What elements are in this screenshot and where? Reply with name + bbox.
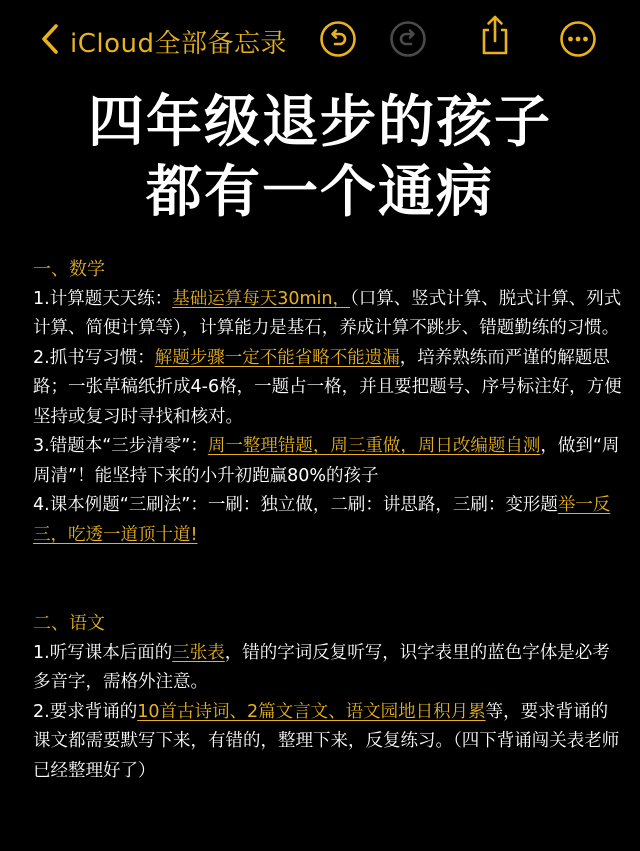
- math-item-1: [33, 285, 623, 344]
- title-line-1: 四年级退步的孩子: [88, 90, 552, 155]
- math-item-2-rest: ，培养熟练而严谨的解题思路；一张草稿纸折成4-6格，一题占一格，并且要把题号、序号标注好，方便坚持或复习时寻找和核对。: [33, 347, 622, 427]
- more-icon: [559, 20, 597, 62]
- chinese-item-1-text: 1.听写课本后面的: [33, 642, 173, 663]
- chinese-item-2: [33, 698, 623, 787]
- chinese-item-1: [33, 639, 623, 698]
- chinese-item-2-text: 2.要求背诵的: [33, 701, 138, 722]
- math-item-3-text: 3.错题本“三步清零”：: [33, 436, 208, 456]
- math-item-3: [33, 432, 623, 491]
- nav-bar: [0, 0, 640, 82]
- math-item-3-highlight: 周一整理错题，周三重做，周日改编题自测: [207, 436, 541, 456]
- math-item-3-rest: ，做到“周周清”！能坚持下来的小升初跑赢80%的孩子: [33, 436, 620, 486]
- section-heading-math: 一、数学: [33, 259, 105, 280]
- math-item-4-text: 4.课本例题“三刷法”：一刷：独立做，二刷：讲思路，三刷：变形题: [33, 495, 558, 515]
- undo-button[interactable]: [319, 22, 357, 60]
- chinese-item-2-rest: 等，要求背诵的课文都需要默写下来，有错的，整理下来，反复练习。（四下背诵闯关表老师已经整理好了）: [33, 701, 620, 781]
- math-item-1-rest: （口算、竖式计算、脱式计算、列式计算、简便计算等），计算能力是基石，养成计算不跳步、错题勤练的习惯。: [33, 288, 622, 338]
- more-button[interactable]: [559, 22, 597, 60]
- section-spacer: [33, 550, 623, 609]
- share-icon: [476, 13, 514, 61]
- math-item-4: [33, 491, 623, 550]
- back-button[interactable]: [38, 22, 287, 60]
- undo-icon: [319, 20, 357, 62]
- note-body[interactable]: [33, 255, 623, 786]
- math-item-2: [33, 344, 623, 433]
- math-item-2-highlight: 解题步骤一定不能省略不能遗漏: [154, 347, 400, 368]
- math-item-2-text: 2.抓书写习惯：: [33, 347, 155, 368]
- note-title[interactable]: [0, 88, 640, 228]
- chinese-item-1-rest: ，错的字词反复听写，识字表里的蓝色字体是必考多音字，需格外注意。: [33, 642, 610, 692]
- redo-icon: [389, 20, 427, 62]
- back-label: iCloud全部备忘录: [70, 28, 287, 59]
- share-button[interactable]: [476, 18, 514, 56]
- chinese-item-2-highlight: 10首古诗词、2篇文言文、语文园地日积月累: [137, 701, 486, 722]
- math-item-1-text: 1.计算题天天练：: [33, 288, 173, 309]
- math-item-4-highlight: 举一反三，吃透一道顶十道!: [33, 495, 611, 545]
- chinese-item-1-highlight: 三张表: [172, 642, 225, 663]
- math-item-1-highlight: 基础运算每天30min，: [172, 288, 350, 309]
- section-heading-chinese: 二、语文: [33, 613, 105, 634]
- redo-button[interactable]: [389, 22, 427, 60]
- title-line-2: 都有一个通病: [146, 160, 494, 225]
- chevron-left-icon: [38, 22, 62, 60]
